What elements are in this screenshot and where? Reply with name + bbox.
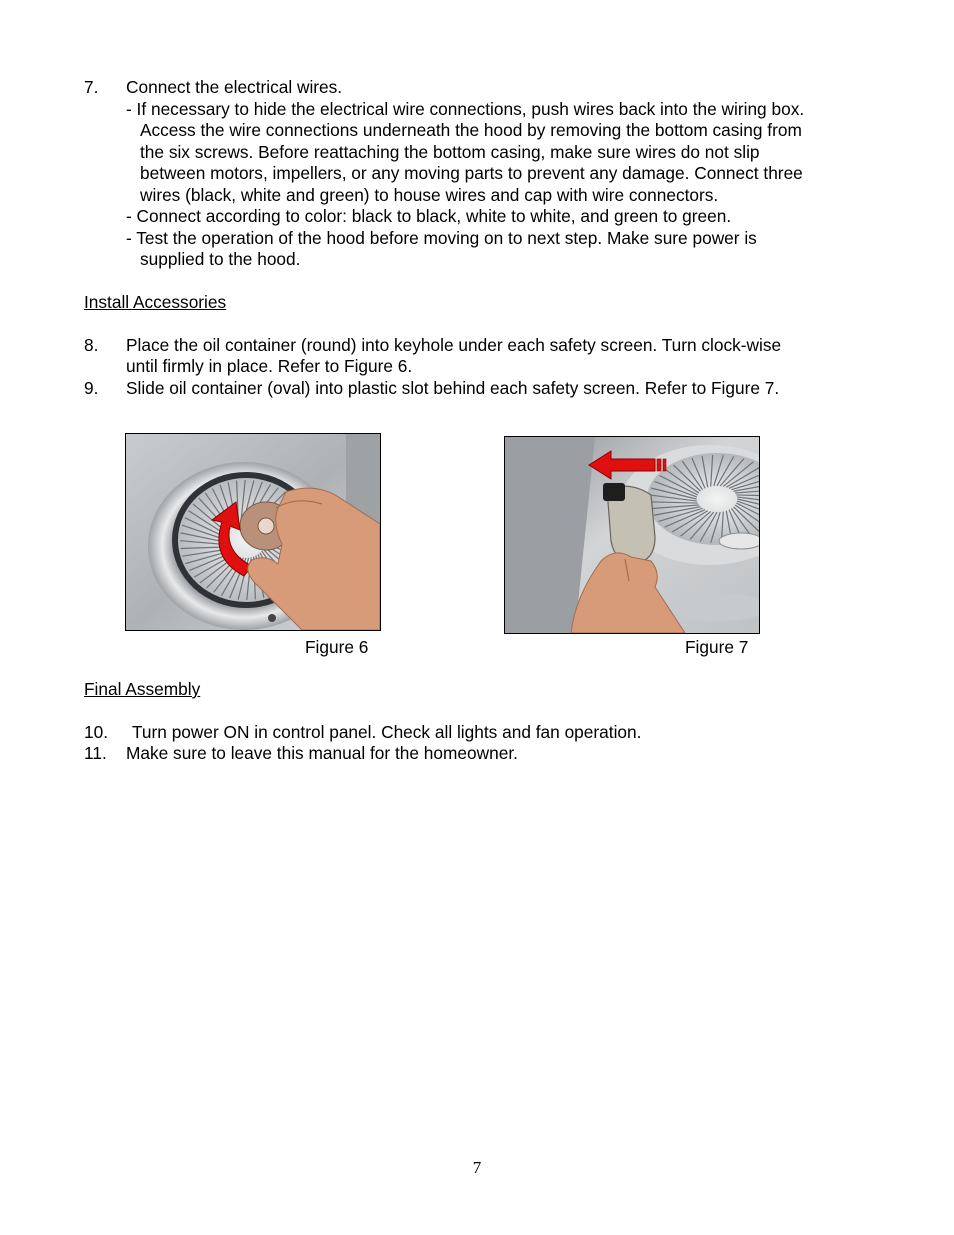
step-8-line-2: until firmly in place. Refer to Figure 6. [126,356,413,376]
figure-7-photo [504,436,760,634]
step-11-number: 11. [84,743,107,763]
step-9-number: 9. [84,378,99,398]
figure-6-illustration [126,434,380,630]
step-7-bullet-1-line-1: - If necessary to hide the electrical wire connections, push wires back into the wiring box. [126,99,805,119]
step-7-bullet-3-line-2: supplied to the hood. [140,249,301,269]
figure-6-caption: Figure 6 [305,637,369,657]
page-number: 7 [472,1158,482,1177]
step-10-number: 10. [84,722,109,742]
figure-6-photo [125,433,381,631]
figure-7-caption: Figure 7 [685,637,749,657]
step-7-number: 7. [84,77,99,97]
step-11-text: Make sure to leave this manual for the homeowner. [126,743,518,763]
step-10-text: Turn power ON in control panel. Check all lights and fan operation. [132,722,642,742]
step-7-bullet-2: - Connect according to color: black to black, white to white, and green to green. [126,206,732,226]
section-heading-final-assembly: Final Assembly [84,679,201,699]
figure-7-illustration [505,437,759,633]
step-7-bullet-1-line-2: Access the wire connections underneath the hood by removing the bottom casing from [140,120,802,140]
step-7-bullet-1-line-4: between motors, impellers, or any moving parts to prevent any damage. Connect three [140,163,803,183]
step-7-bullet-1-line-5: wires (black, white and green) to house wires and cap with wire connectors. [140,185,719,205]
step-8-line-1: Place the oil container (round) into keyhole under each safety screen. Turn clock-wise [126,335,782,355]
section-heading-install-accessories: Install Accessories [84,292,227,312]
step-7-title: Connect the electrical wires. [126,77,343,97]
step-8-number: 8. [84,335,99,355]
step-7-bullet-3-line-1: - Test the operation of the hood before moving on to next step. Make sure power is [126,228,757,248]
step-9-text: Slide oil container (oval) into plastic slot behind each safety screen. Refer to Figure 7. [126,378,780,398]
step-7-bullet-1-line-3: the six screws. Before reattaching the bottom casing, make sure wires do not slip [140,142,760,162]
